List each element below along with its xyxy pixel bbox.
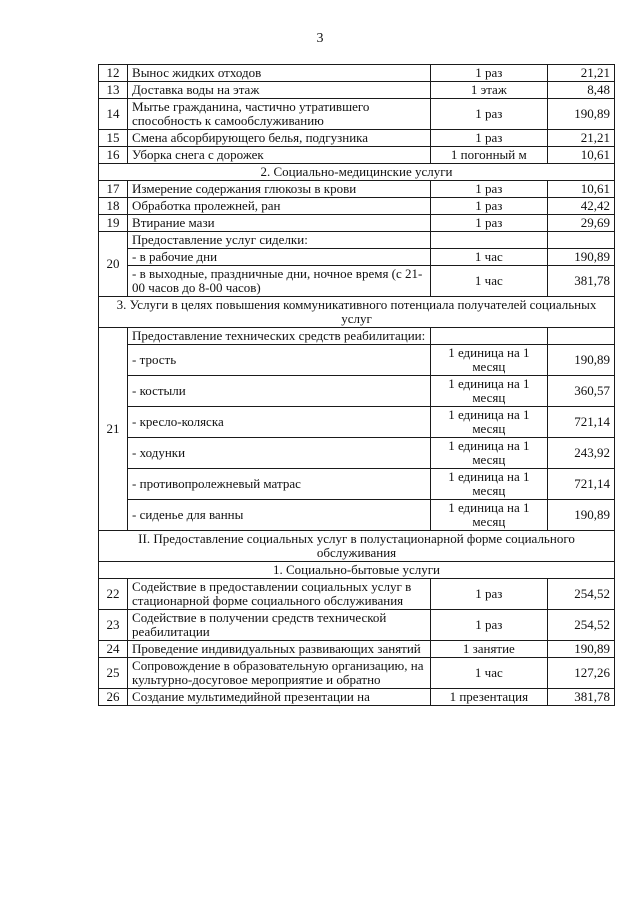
service-name: Обработка пролежней, ран <box>128 198 431 215</box>
subsection-title: 1. Социально-бытовые услуги <box>99 562 615 579</box>
row-number: 19 <box>99 215 128 232</box>
service-unit: 1 раз <box>430 198 547 215</box>
section-header-row <box>99 297 615 328</box>
service-name: Смена абсорбирующего белья, подгузника <box>128 130 431 147</box>
service-name: Втирание мази <box>128 215 431 232</box>
service-name: Доставка воды на этаж <box>128 82 431 99</box>
service-group-header: Предоставление услуг сиделки: <box>128 232 431 249</box>
service-name: - костыли <box>128 376 431 407</box>
service-group-header: Предоставление технических средств реабилитации: <box>128 328 431 345</box>
service-unit: 1 единица на 1 месяц <box>430 407 547 438</box>
service-price: 190,89 <box>547 345 614 376</box>
row-number: 23 <box>99 610 128 641</box>
service-name: Содействие в получении средств технической реабилитации <box>128 610 431 641</box>
table-row <box>99 82 615 99</box>
table-row <box>99 641 615 658</box>
service-unit: 1 час <box>430 249 547 266</box>
table-row <box>99 198 615 215</box>
row-number: 15 <box>99 130 128 147</box>
row-number: 16 <box>99 147 128 164</box>
service-unit <box>430 232 547 249</box>
table-row <box>99 579 615 610</box>
service-name: Уборка снега с дорожек <box>128 147 431 164</box>
table-row <box>99 469 615 500</box>
row-number: 25 <box>99 658 128 689</box>
table-row <box>99 500 615 531</box>
row-number: 26 <box>99 689 128 706</box>
service-name: - сиденье для ванны <box>128 500 431 531</box>
tariff-table <box>98 64 615 706</box>
service-price <box>547 328 614 345</box>
service-unit: 1 единица на 1 месяц <box>430 438 547 469</box>
service-unit: 1 раз <box>430 181 547 198</box>
section-header-row <box>99 164 615 181</box>
service-price: 10,61 <box>547 181 614 198</box>
service-price: 29,69 <box>547 215 614 232</box>
service-price: 360,57 <box>547 376 614 407</box>
row-number: 13 <box>99 82 128 99</box>
table-row <box>99 232 615 249</box>
table-row <box>99 181 615 198</box>
section-title: II. Предоставление социальных услуг в полустационарной форме социального обслуживания <box>99 531 615 562</box>
service-unit: 1 раз <box>430 579 547 610</box>
service-price: 21,21 <box>547 130 614 147</box>
service-price: 381,78 <box>547 266 614 297</box>
section-header-row <box>99 531 615 562</box>
table-row <box>99 658 615 689</box>
table-row <box>99 99 615 130</box>
service-name: Проведение индивидуальных развивающих занятий <box>128 641 431 658</box>
service-price: 42,42 <box>547 198 614 215</box>
service-price: 127,26 <box>547 658 614 689</box>
row-number: 21 <box>99 328 128 531</box>
table-row <box>99 407 615 438</box>
table-row <box>99 215 615 232</box>
section-header-row <box>99 562 615 579</box>
service-unit: 1 единица на 1 месяц <box>430 376 547 407</box>
table-row <box>99 65 615 82</box>
service-unit: 1 этаж <box>430 82 547 99</box>
service-unit: 1 раз <box>430 610 547 641</box>
table-row <box>99 130 615 147</box>
service-unit: 1 раз <box>430 99 547 130</box>
table-row <box>99 376 615 407</box>
service-name: Мытье гражданина, частично утратившего способность к самообслуживанию <box>128 99 431 130</box>
service-name: - ходунки <box>128 438 431 469</box>
service-name: - в выходные, праздничные дни, ночное время (с 21-00 часов до 8-00 часов) <box>128 266 431 297</box>
service-price: 190,89 <box>547 99 614 130</box>
service-unit: 1 занятие <box>430 641 547 658</box>
service-name: Вынос жидких отходов <box>128 65 431 82</box>
service-unit: 1 погонный м <box>430 147 547 164</box>
service-unit: 1 раз <box>430 130 547 147</box>
service-price: 190,89 <box>547 249 614 266</box>
service-unit: 1 час <box>430 658 547 689</box>
service-name: - трость <box>128 345 431 376</box>
service-price: 190,89 <box>547 641 614 658</box>
table-row <box>99 328 615 345</box>
table-row <box>99 147 615 164</box>
service-unit: 1 единица на 1 месяц <box>430 500 547 531</box>
table-row <box>99 438 615 469</box>
service-name: - в рабочие дни <box>128 249 431 266</box>
section-title: 3. Услуги в целях повышения коммуникативного потенциала получателей социальных услуг <box>99 297 615 328</box>
service-unit: 1 единица на 1 месяц <box>430 469 547 500</box>
service-name: Создание мультимедийной презентации на <box>128 689 431 706</box>
row-number: 14 <box>99 99 128 130</box>
service-unit: 1 час <box>430 266 547 297</box>
table-row <box>99 266 615 297</box>
service-price <box>547 232 614 249</box>
service-price: 243,92 <box>547 438 614 469</box>
service-unit: 1 раз <box>430 215 547 232</box>
service-name: - кресло-коляска <box>128 407 431 438</box>
service-unit <box>430 328 547 345</box>
row-number: 24 <box>99 641 128 658</box>
service-price: 381,78 <box>547 689 614 706</box>
service-unit: 1 презентация <box>430 689 547 706</box>
row-number: 22 <box>99 579 128 610</box>
service-price: 254,52 <box>547 579 614 610</box>
service-price: 721,14 <box>547 407 614 438</box>
service-price: 10,61 <box>547 147 614 164</box>
row-number: 12 <box>99 65 128 82</box>
table-row <box>99 610 615 641</box>
page-number: 3 <box>316 31 324 46</box>
row-number: 17 <box>99 181 128 198</box>
service-unit: 1 раз <box>430 65 547 82</box>
table-row <box>99 345 615 376</box>
service-price: 721,14 <box>547 469 614 500</box>
service-name: Измерение содержания глюкозы в крови <box>128 181 431 198</box>
row-number: 18 <box>99 198 128 215</box>
service-name: Содействие в предоставлении социальных услуг в стационарной форме социального обслуживания <box>128 579 431 610</box>
service-name: Сопровождение в образовательную организацию, на культурно-досуговое мероприятие и обратно <box>128 658 431 689</box>
table-row <box>99 249 615 266</box>
service-price: 8,48 <box>547 82 614 99</box>
service-price: 254,52 <box>547 610 614 641</box>
section-title: 2. Социально-медицинские услуги <box>99 164 615 181</box>
service-unit: 1 единица на 1 месяц <box>430 345 547 376</box>
row-number: 20 <box>99 232 128 297</box>
service-price: 21,21 <box>547 65 614 82</box>
table-row <box>99 689 615 706</box>
service-price: 190,89 <box>547 500 614 531</box>
service-name: - противопролежневый матрас <box>128 469 431 500</box>
